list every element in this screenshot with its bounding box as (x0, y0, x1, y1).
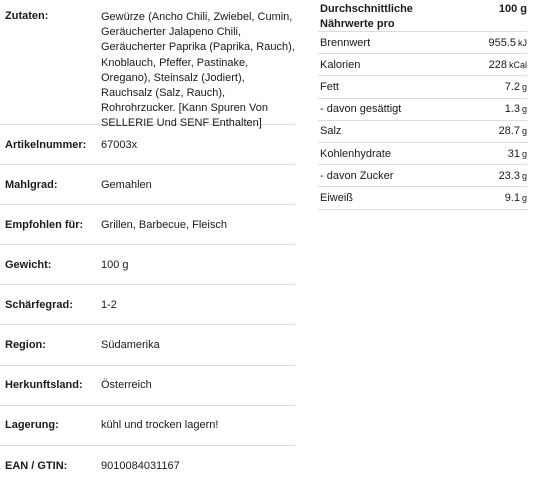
nutrition-row-salt (318, 121, 527, 143)
nutrition-header-line: Durchschnittliche (320, 3, 413, 15)
detail-label: Region: (5, 339, 46, 352)
nutrition-label: Kalorien (320, 58, 361, 71)
detail-label: Empfohlen für: (5, 218, 84, 231)
detail-label: Schärfegrad: (5, 298, 73, 311)
nutrition-value: 31 g (507, 147, 527, 160)
detail-label: Mahlgrad: (5, 178, 58, 191)
detail-row-grind (0, 165, 295, 205)
detail-value: 1-2 (101, 298, 117, 311)
detail-label: Zutaten: (5, 10, 49, 22)
detail-row-recommended (0, 205, 295, 245)
detail-row-storage (0, 406, 295, 446)
nutrition-value: 7.2 g (504, 80, 527, 93)
nutrition-row-protein (318, 187, 527, 209)
nutrition-label: Salz (320, 125, 342, 138)
detail-row-origin-country (0, 366, 295, 406)
nutrition-header-line: Nährwerte pro (320, 18, 395, 30)
detail-row-ingredients (0, 0, 295, 130)
nutrition-value: 23.3 g (498, 169, 527, 182)
detail-row-weight (0, 245, 295, 285)
nutrition-label: Brennwert (320, 36, 371, 49)
detail-row-region (0, 325, 295, 365)
detail-row-ean (0, 446, 295, 486)
nutrition-label: Fett (320, 80, 339, 93)
detail-value: kühl und trocken lagern! (101, 419, 219, 432)
nutrition-label: Eiweiß (320, 191, 354, 204)
nutrition-label: - davon gesättigt (320, 103, 402, 116)
nutrition-row-energy (318, 32, 527, 54)
detail-value: Österreich (101, 379, 152, 392)
detail-row-heat-level (0, 285, 295, 325)
detail-value: 9010084031167 (101, 459, 180, 472)
nutrition-header (318, 0, 527, 32)
nutrition-row-carbs (318, 143, 527, 165)
detail-label: Gewicht: (5, 258, 52, 271)
nutrition-value: 955.5 kJ (488, 36, 527, 49)
detail-value: Grillen, Barbecue, Fleisch (101, 218, 227, 231)
detail-label: Artikelnummer: (5, 138, 87, 151)
nutrition-value: 9.1 g (504, 191, 527, 204)
detail-value: 67003x (101, 138, 138, 151)
nutrition-value: 228 kCal (488, 58, 527, 71)
nutrition-row-calories (318, 54, 527, 76)
nutrition-label: Kohlenhydrate (320, 147, 391, 160)
detail-label: EAN / GTIN: (5, 459, 68, 472)
detail-value: 100 g (101, 258, 129, 271)
nutrition-row-fat (318, 76, 527, 98)
nutrition-table (318, 0, 527, 210)
nutrition-value: 28.7 g (498, 125, 527, 138)
detail-label: Herkunftsland: (5, 379, 83, 392)
detail-label: Lagerung: (5, 419, 59, 432)
detail-value: Gewürze (Ancho Chili, Zwiebel, Cumin, Geräucherter Jalapeno Chili, Geräucherter Paprika (Paprika, Rauch), Knoblauch, Pfeffer, Pastinake, Oregano), Steinsalz (Jodiert), Rauchsalz (Salz, Rauch), Rohrohrzucker. [Kann Spuren Von SELLERIE Und SENF Enthalten] (101, 11, 295, 130)
detail-value: Gemahlen (101, 178, 152, 191)
nutrition-row-sugar (318, 165, 527, 187)
nutrition-header-title (320, 2, 413, 31)
nutrition-row-saturated (318, 99, 527, 121)
detail-value: Südamerika (101, 339, 160, 352)
nutrition-header-amount: 100 g (498, 3, 527, 15)
nutrition-value: 1.3 g (504, 103, 527, 116)
nutrition-label: - davon Zucker (320, 169, 394, 182)
